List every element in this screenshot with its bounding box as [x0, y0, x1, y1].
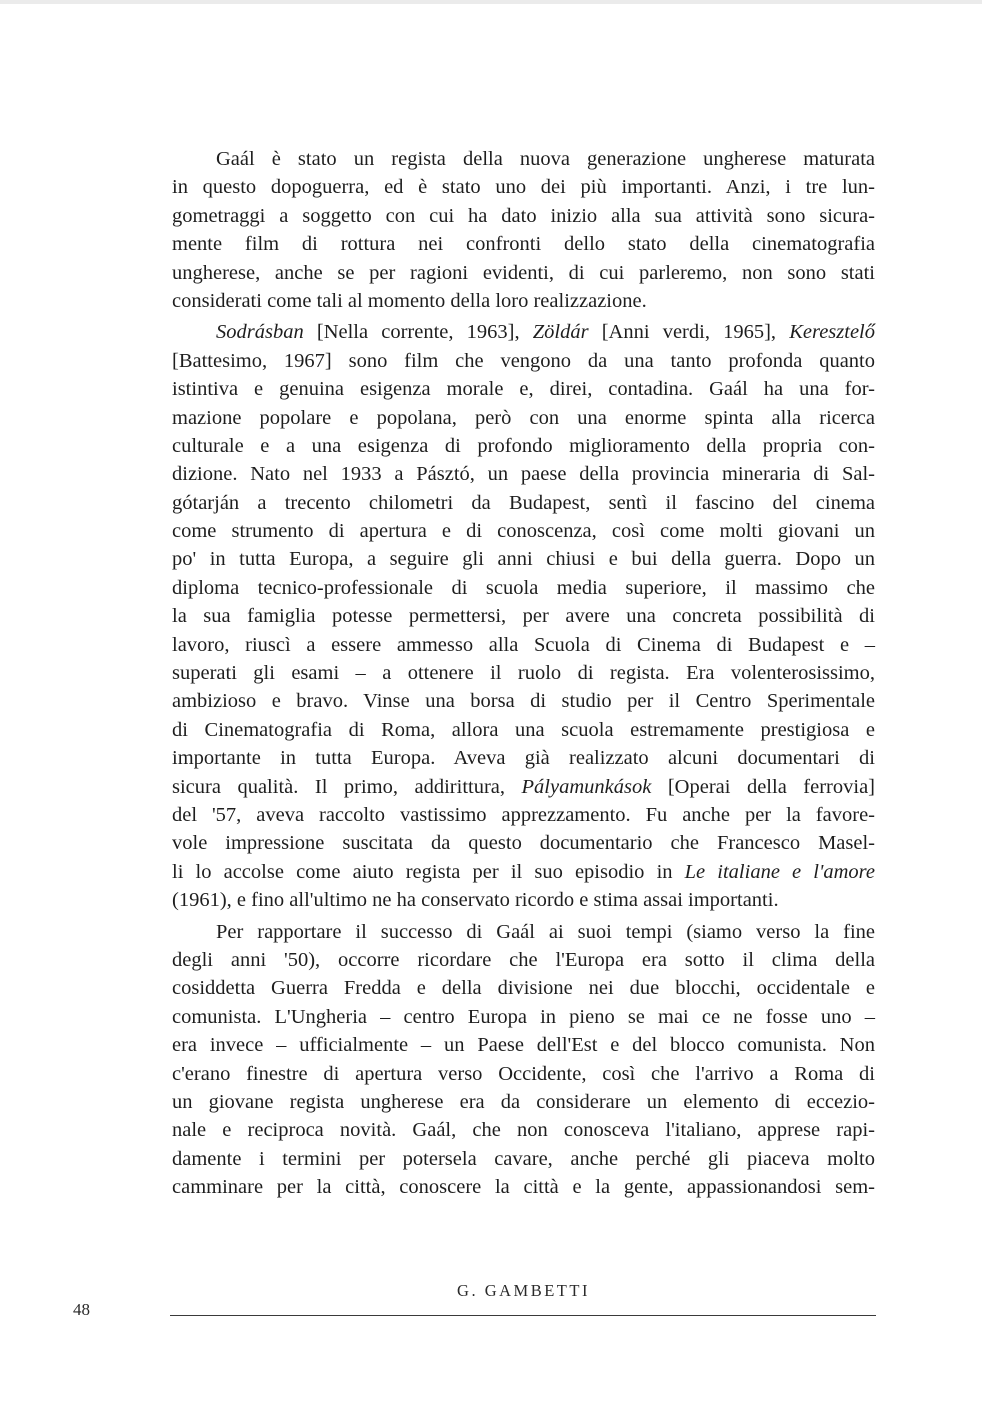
- text-line: c'erano finestre di apertura verso Occidente, così che l'arrivo a Roma di: [172, 1062, 875, 1085]
- text-line: po' in tutta Europa, a seguire gli anni chiusi e bui della guerra. Dopo un: [172, 548, 875, 571]
- text-line: gometraggi a soggetto con cui ha dato inizio alla sua attività sono sicura-: [172, 204, 875, 227]
- text-line: [Battesimo, 1967] sono film che vengono da una tanto profonda quanto: [172, 349, 875, 372]
- text-line: (1961), e fino all'ultimo ne ha conservato ricordo e stima assai importanti.: [172, 889, 779, 912]
- scan-top-edge: [0, 0, 982, 4]
- text-line: vole impressione suscitata da questo documentario che Francesco Masel-: [172, 832, 875, 855]
- text-line: sicura qualità. Il primo, addirittura, Pályamunkások [Operai della ferrovia]: [172, 775, 875, 798]
- text-line: Per rapportare il successo di Gaál ai suoi tempi (siamo verso la fine: [216, 920, 875, 943]
- body-text: [172, 145, 875, 1201]
- paragraph-1: [172, 145, 875, 315]
- text-line: dizione. Nato nel 1933 a Pásztó, un paese della provincia mineraria di Sal-: [172, 463, 875, 486]
- text-line: culturale e a una esigenza di profondo miglioramento della propria con-: [172, 434, 875, 457]
- text-line: di Cinematografia di Roma, allora una scuola estremamente prestigiosa e: [172, 718, 875, 741]
- text-line: mazione popolare e popolana, però con una enorme spinta alla ricerca: [172, 406, 875, 429]
- footer-rule: [170, 1315, 876, 1316]
- text-line: cosiddetta Guerra Fredda e della divisione nei due blocchi, occidentale e: [172, 977, 875, 1000]
- text-line: camminare per la città, conoscere la città e la gente, appassionandosi sem-: [172, 1176, 875, 1199]
- text-line: del '57, aveva raccolto vastissimo apprezzamento. Fu anche per la favore-: [172, 803, 875, 826]
- text-line: come strumento di apertura e di conoscenza, così come molti giovani un: [172, 520, 875, 543]
- text-line: considerati come tali al momento della loro realizzazione.: [172, 289, 647, 312]
- text-line: la sua famiglia potesse permettersi, per avere una concreta possibilità di: [172, 605, 875, 628]
- text-line: Sodrásban [Nella corrente, 1963], Zöldár [Anni verdi, 1965], Keresztelő: [216, 321, 875, 344]
- running-footer-author: G. GAMBETTI: [457, 1281, 590, 1300]
- text-line: li lo accolse come aiuto regista per il suo episodio in Le italiane e l'amore: [172, 860, 875, 883]
- text-line: mente film di rottura nei confronti dello stato della cinematografia: [172, 233, 875, 256]
- text-line: damente i termini per potersela cavare, anche perché gli piaceva molto: [172, 1147, 875, 1170]
- text-line: lavoro, riuscì a essere ammesso alla Scuola di Cinema di Budapest e –: [172, 633, 875, 656]
- text-line: in questo dopoguerra, ed è stato uno dei più importanti. Anzi, i tre lun-: [172, 176, 875, 199]
- text-line: nale e reciproca novità. Gaál, che non conosceva l'italiano, apprese rapi-: [172, 1119, 875, 1142]
- text-line: diploma tecnico-professionale di scuola media superiore, il massimo che: [172, 576, 875, 599]
- text-line: superati gli esami – a ottenere il ruolo di regista. Era volenterosissimo,: [172, 662, 875, 685]
- text-line: comunista. L'Ungheria – centro Europa in pieno se mai ce ne fosse uno –: [172, 1005, 875, 1028]
- page-number: 48: [73, 1300, 90, 1319]
- text-line: era invece – ufficialmente – un Paese dell'Est e del blocco comunista. Non: [172, 1034, 875, 1057]
- text-line: ungherese, anche se per ragioni evidenti, di cui parleremo, non sono stati: [172, 261, 875, 284]
- text-line: istintiva e genuina esigenza morale e, direi, contadina. Gaál ha una for-: [172, 378, 875, 401]
- text-line: un giovane regista ungherese era da considerare un elemento di eccezio-: [172, 1090, 875, 1113]
- text-line: gótarján a trecento chilometri da Budapest, sentì il fascino del cinema: [172, 491, 875, 514]
- paragraph-3: [172, 918, 875, 1202]
- paragraph-2: [172, 318, 875, 914]
- text-line: ambizioso e bravo. Vinse una borsa di studio per il Centro Sperimentale: [172, 690, 875, 713]
- text-line: degli anni '50), occorre ricordare che l'Europa era sotto il clima della: [172, 948, 875, 971]
- text-line: importante in tutta Europa. Aveva già realizzato alcuni documentari di: [172, 747, 875, 770]
- text-line: Gaál è stato un regista della nuova generazione ungherese maturata: [216, 148, 875, 170]
